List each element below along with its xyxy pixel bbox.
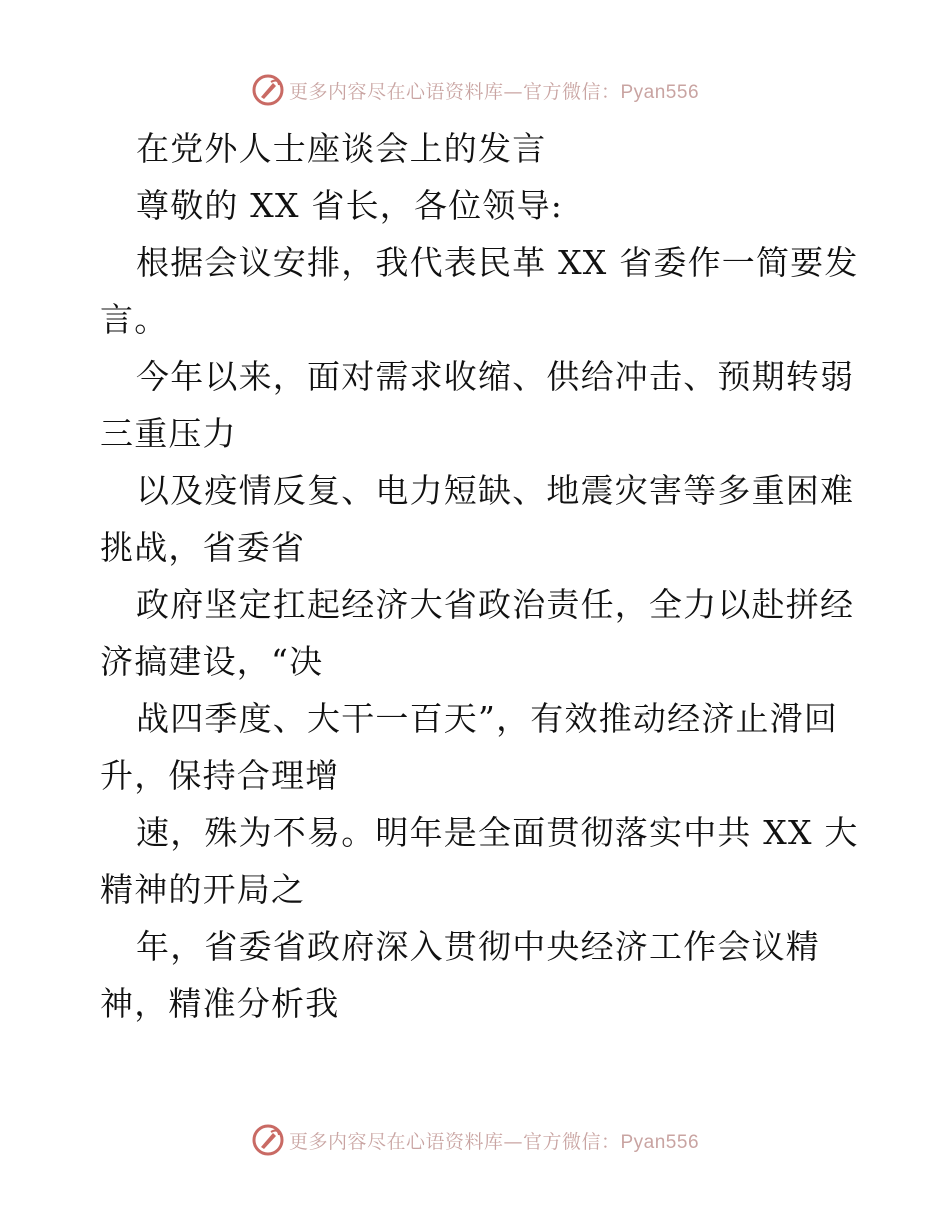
text-line: 言。 — [100, 300, 169, 339]
document-body — [100, 120, 860, 1032]
watermark-text: 更多内容尽在心语资料库—官方微信：Pyan556 — [288, 80, 700, 103]
text-line: 以及疫情反复、电力短缺、地震灾害等多重困难 — [136, 471, 855, 510]
header-watermark — [0, 70, 950, 110]
footer-watermark — [0, 1120, 950, 1160]
text-line: 年，省委省政府深入贯彻中央经济工作会议精 — [136, 927, 820, 966]
text-line: 尊敬的 XX 省长，各位领导: — [136, 186, 564, 225]
quill-logo-icon — [251, 73, 285, 107]
quill-logo-icon — [251, 1123, 285, 1157]
text-line: 政府坚定扛起经济大省政治责任，全力以赴拼经 — [136, 585, 855, 624]
text-line: 战四季度、大干一百天”，有效推动经济止滑回 — [136, 699, 839, 738]
text-line: 在党外人士座谈会上的发言 — [136, 129, 547, 168]
text-line: 三重压力 — [100, 414, 237, 453]
text-line: 升，保持合理增 — [100, 756, 340, 795]
text-line: 济搞建设，“决 — [100, 642, 324, 681]
text-line: 速，殊为不易。明年是全面贯彻落实中共 XX 大 — [136, 813, 859, 852]
watermark-text: 更多内容尽在心语资料库—官方微信：Pyan556 — [288, 1130, 700, 1153]
text-line: 挑战，省委省 — [100, 528, 306, 567]
text-line: 神，精准分析我 — [100, 984, 340, 1023]
text-line: 今年以来，面对需求收缩、供给冲击、预期转弱 — [136, 357, 855, 396]
text-line: 精神的开局之 — [100, 870, 306, 909]
text-line: 根据会议安排，我代表民革 XX 省委作一简要发 — [136, 243, 859, 282]
